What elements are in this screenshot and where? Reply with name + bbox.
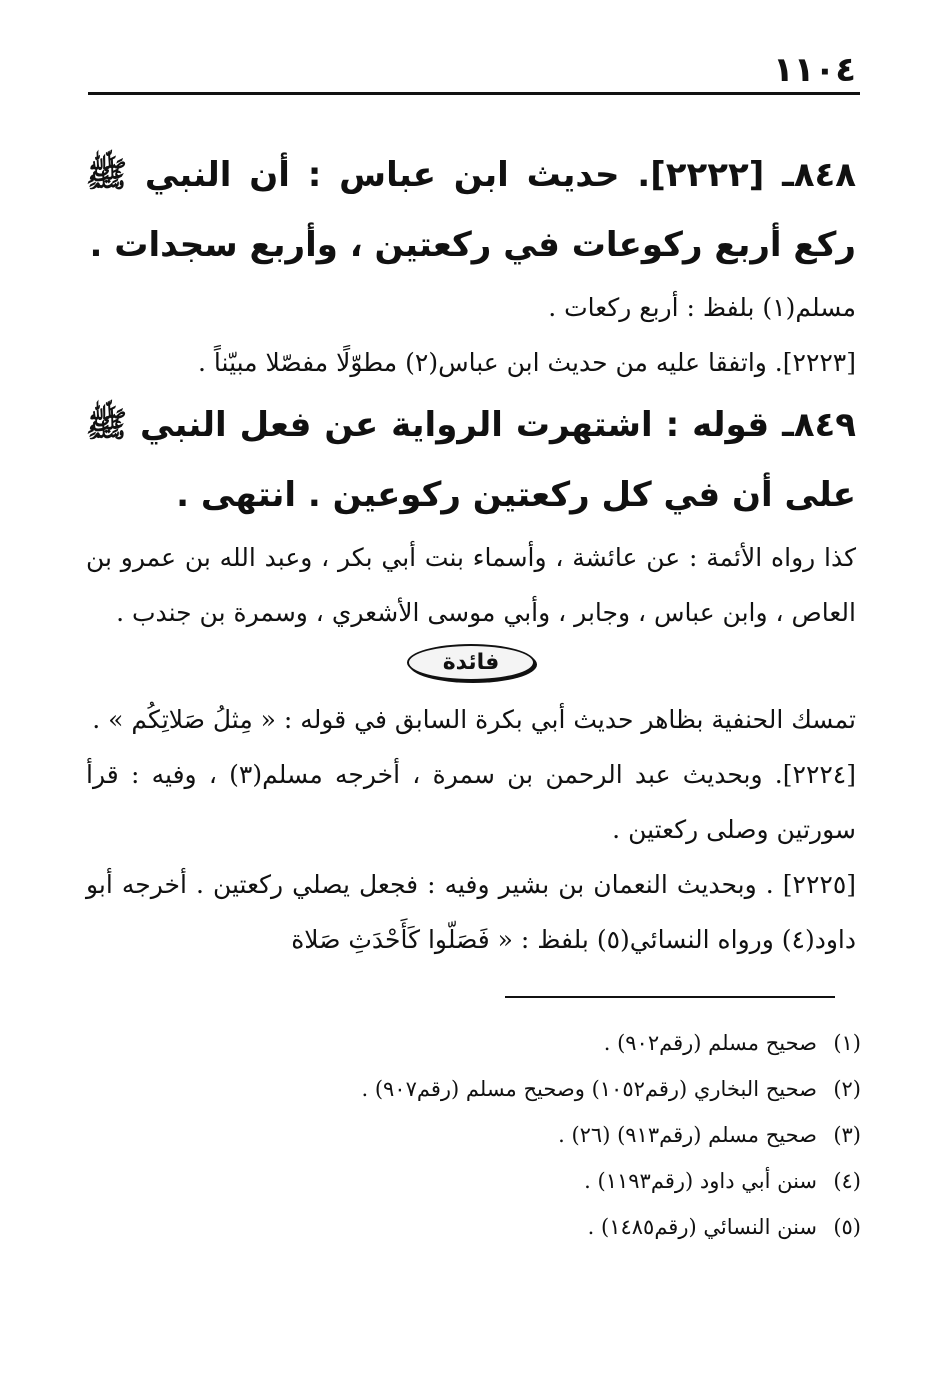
footnote-number: (٣) [833,1123,861,1147]
footnote-item [101,1112,861,1158]
page-number: ١١٠٤ [772,50,856,90]
footnote-item [101,1066,861,1112]
text-paragraph: [٢٢٢٣]. واتفقا عليه من حديث ابن عباس(٢) مطوّلًا مفصّلا مبيّناً . [198,348,856,377]
footnote-item [101,1158,861,1204]
footnote-number: (٤) [833,1169,861,1193]
footnote-number: (٥) [833,1215,861,1239]
hadith-heading-848: ٨٤٨ـ [٢٢٢٢]. حديث ابن عباس : أن النبي ﷺ ركع أربع ركوعات في ركعتين ، وأربع سجدات . [86,155,856,265]
footnote-text: صحيح مسلم (رقم٩١٣) (٢٦) . [558,1123,817,1147]
footnote-rule [505,996,835,998]
footnote-number: (١) [833,1031,861,1055]
hadith-heading-849: ٨٤٩ـ قوله : اشتهرت الرواية عن فعل النبي ﷺ على أن في كل ركعتين ركوعين . انتهى . [86,405,856,515]
footnote-text: صحيح مسلم (رقم٩٠٢) . [603,1031,817,1055]
section-badge-wrap [86,640,856,692]
text-paragraph: تمسك الحنفية بظاهر حديث أبي بكرة السابق في قوله : « مِثلُ صَلاتِكُم » . [92,705,856,734]
footnote-number: (٢) [833,1077,861,1101]
main-text [86,140,856,967]
footnote-text: سنن النسائي (رقم١٤٨٥) . [587,1215,817,1239]
text-paragraph: [٢٢٢٥] . وبحديث النعمان بن بشير وفيه : فجعل يصلي ركعتين . أخرجه أبو داود(٤) ورواه النسائي(٥) بلفظ : « فَصَلّوا كَأَحْدَثِ صَلاة [86,870,857,954]
footnote-item [101,1204,861,1250]
footnote-item [101,1020,861,1066]
footnote-text: صحيح البخاري (رقم١٠٥٢) وصحيح مسلم (رقم٩٠٧) . [361,1077,817,1101]
footnote-text: سنن أبي داود (رقم١١٩٣) . [584,1169,817,1193]
section-badge: فائدة [407,644,536,681]
text-paragraph: [٢٢٢٤]. وبحديث عبد الرحمن بن سمرة ، أخرجه مسلم(٣) ، وفيه : قرأ سورتين وصلى ركعتين . [86,760,856,844]
footnotes [101,1020,861,1250]
text-paragraph: مسلم(١) بلفظ : أربع ركعات . [548,293,856,322]
header-rule [88,92,860,95]
text-paragraph: كذا رواه الأئمة : عن عائشة ، وأسماء بنت أبي بكر ، وعبد الله بن عمرو بن العاص ، وابن عباس ، وجابر ، وأبي موسى الأشعري ، وسمرة بن جندب . [86,543,856,627]
